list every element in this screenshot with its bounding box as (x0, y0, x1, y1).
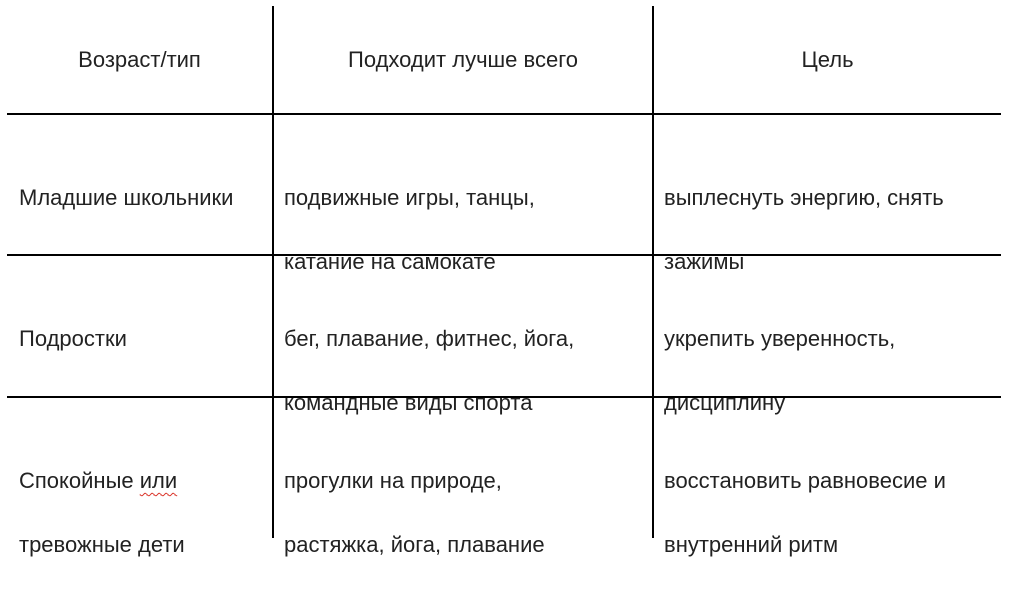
cell-age (7, 433, 272, 593)
cell-goal-line1: восстановить равновесие и (664, 468, 946, 493)
cell-age-line2: тревожные дети (19, 532, 185, 557)
cell-age-line1-text: Спокойные (19, 468, 140, 493)
cell-age-text: Подростки (19, 326, 127, 351)
cell-goal-line2: внутренний ритм (664, 532, 839, 557)
spellcheck-flagged-word[interactable]: или (139, 468, 178, 493)
cell-goal-line2: зажимы (664, 249, 745, 274)
cell-best-fit-line1: прогулки на природе, (284, 468, 502, 493)
cell-age (7, 150, 272, 214)
cell-best-fit-line1: подвижные игры, танцы, (284, 185, 535, 210)
cell-best-fit-line2: катание на самокате (284, 249, 496, 274)
cell-goal-line1: укрепить уверенность, (664, 326, 896, 351)
header-best-fit: Подходит лучше всего (348, 47, 578, 72)
header-goal: Цель (801, 47, 854, 72)
header-age-type: Возраст/тип (78, 47, 201, 72)
cell-goal-line2: дисциплину (664, 390, 786, 415)
cell-best-fit-line1: бег, плавание, фитнес, йога, (284, 326, 575, 351)
activity-table (7, 6, 1001, 557)
table-row (7, 398, 1001, 557)
cell-best-fit-line2: командные виды спорта (284, 390, 533, 415)
cell-age (7, 291, 272, 355)
table-row (7, 115, 1001, 274)
cell-goal (652, 433, 1001, 593)
table-row (7, 256, 1001, 415)
cell-age-text: Младшие школьники (19, 185, 234, 210)
cell-goal-line1: выплеснуть энергию, снять (664, 185, 944, 210)
cell-best-fit (272, 433, 652, 593)
cell-age-line1 (19, 465, 260, 497)
cell-best-fit-line2: растяжка, йога, плавание (284, 532, 545, 557)
